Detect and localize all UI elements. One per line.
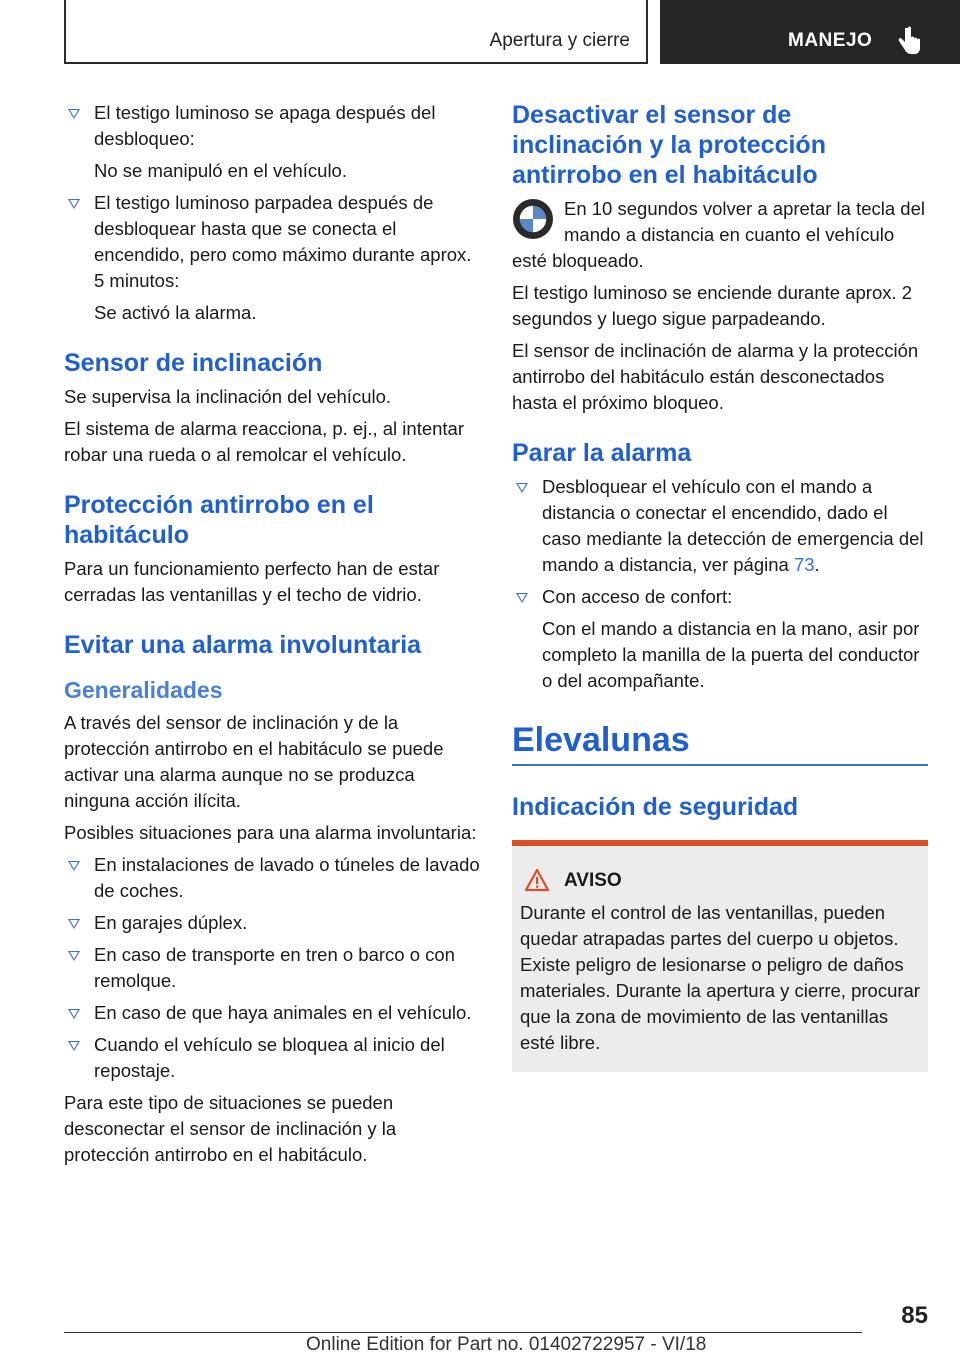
list-item-text: El testigo luminoso parpadea después de desbloquear hasta que se conecta el encendido, pero como máximo durante aprox. 5 minutos: [94, 192, 472, 291]
list-item [512, 474, 928, 578]
heading-elevalunas: Elevalunas [512, 718, 928, 766]
list-item-text: En caso de transporte en tren o barco o con remolque. [94, 944, 455, 991]
chapter-label: MANEJO [788, 30, 873, 51]
warning-box [512, 840, 928, 1072]
heading-evitar-alarma: Evitar una alarma involuntaria [64, 631, 422, 659]
chapter-tab [660, 0, 960, 64]
paragraph: Para este tipo de situaciones se pueden desconectar el sensor de inclinación y la protección antirrobo en el habitáculo. [64, 1092, 397, 1165]
paragraph: El sensor de inclinación de alarma y la protección antirrobo del habitáculo están desconectados hasta el próximo bloqueo. [512, 340, 919, 413]
list-item [512, 584, 928, 610]
list-item-text: En instalaciones de lavado o túneles de lavado de coches. [94, 854, 480, 901]
list-item [64, 910, 480, 936]
triangle-bullet-icon [68, 951, 80, 961]
list-item [64, 942, 480, 994]
warning-triangle-icon [524, 868, 550, 892]
hand-pointer-icon [896, 26, 922, 56]
heading-sensor-inclinacion: Sensor de inclinación [64, 349, 323, 377]
triangle-bullet-icon [68, 109, 80, 119]
section-header-box [64, 0, 648, 64]
list-item-subtext: Se activó la alarma. [94, 302, 257, 323]
paragraph: Se supervisa la inclinación del vehículo. [64, 386, 392, 407]
triangle-bullet-icon [68, 1041, 80, 1051]
triangle-bullet-icon [68, 919, 80, 929]
paragraph [512, 196, 928, 274]
footer-edition: Online Edition for Part no. 01402722957 - VI/18 [306, 1334, 707, 1355]
left-column [64, 100, 480, 1174]
list-item [64, 1000, 480, 1026]
warning-label: AVISO [564, 870, 622, 891]
heading-indicacion-seguridad: Indicación de seguridad [512, 793, 799, 821]
paragraph: A través del sensor de inclinación y de la protección antirrobo en el habitáculo se puede activar una alarma aunque no se produzca ninguna acción ilícita. [64, 712, 444, 811]
paragraph: El sistema de alarma reacciona, p. ej., al intentar robar una rueda o al remolcar el vehículo. [64, 418, 464, 465]
list-item [64, 852, 480, 904]
right-column [512, 100, 928, 1072]
paragraph-text: En 10 segundos volver a apretar la tecla del mando a distancia en cuanto el vehículo esté bloqueado. [512, 198, 925, 271]
list-item-text: Cuando el vehículo se bloquea al inicio del repostaje. [94, 1034, 445, 1081]
list-item-text: En caso de que haya animales en el vehículo. [94, 1002, 472, 1023]
heading-generalidades: Generalidades [64, 677, 223, 703]
bmw-key-button-icon [512, 198, 554, 240]
list-item [64, 100, 480, 152]
page-reference-link[interactable]: 73 [793, 554, 815, 575]
paragraph: Para un funcionamiento perfecto han de estar cerradas las ventanillas y el techo de vidrio. [64, 558, 440, 605]
list-item-subtext: No se manipuló en el vehículo. [94, 160, 347, 181]
footer-divider [64, 1332, 862, 1333]
triangle-bullet-icon [68, 199, 80, 209]
warning-title [520, 868, 920, 894]
heading-desactivar-sensor: Desactivar el sensor de inclinación y la protección antirrobo en el habitáculo [512, 101, 826, 189]
list-item [64, 1032, 480, 1084]
list-item-text: Desbloquear el vehículo con el mando a distancia o conectar el encendido, dado el caso mediante la detección de emergencia del mando a distancia, ver página [542, 476, 924, 575]
triangle-bullet-icon [516, 593, 528, 603]
page-number: 85 [901, 1302, 928, 1329]
list-item-text: En garajes dúplex. [94, 912, 248, 933]
list-item-text: Con acceso de confort: [542, 586, 733, 607]
triangle-bullet-icon [68, 1009, 80, 1019]
triangle-bullet-icon [516, 483, 528, 493]
paragraph: Posibles situaciones para una alarma involuntaria: [64, 822, 477, 843]
paragraph: El testigo luminoso se enciende durante aprox. 2 segundos y luego sigue parpadeando. [512, 282, 913, 329]
section-title: Apertura y cierre [489, 30, 630, 51]
heading-proteccion-antirrobo: Protección antirrobo en el habitáculo [64, 491, 374, 549]
warning-text: Durante el control de las ventanillas, pueden quedar atrapadas partes del cuerpo u objetos. Existe peligro de lesionarse o peligro de daños materiales. Durante la apertura y cierre, procurar que la zona de movimiento de las ventanillas esté libre. [520, 902, 920, 1053]
heading-parar-alarma: Parar la alarma [512, 439, 692, 467]
punctuation: . [814, 554, 820, 575]
list-item [64, 190, 480, 294]
list-item-text: El testigo luminoso se apaga después del desbloqueo: [94, 102, 436, 149]
triangle-bullet-icon [68, 861, 80, 871]
list-item-subtext: Con el mando a distancia en la mano, asir por completo la manilla de la puerta del conductor o del acompañante. [542, 618, 920, 691]
